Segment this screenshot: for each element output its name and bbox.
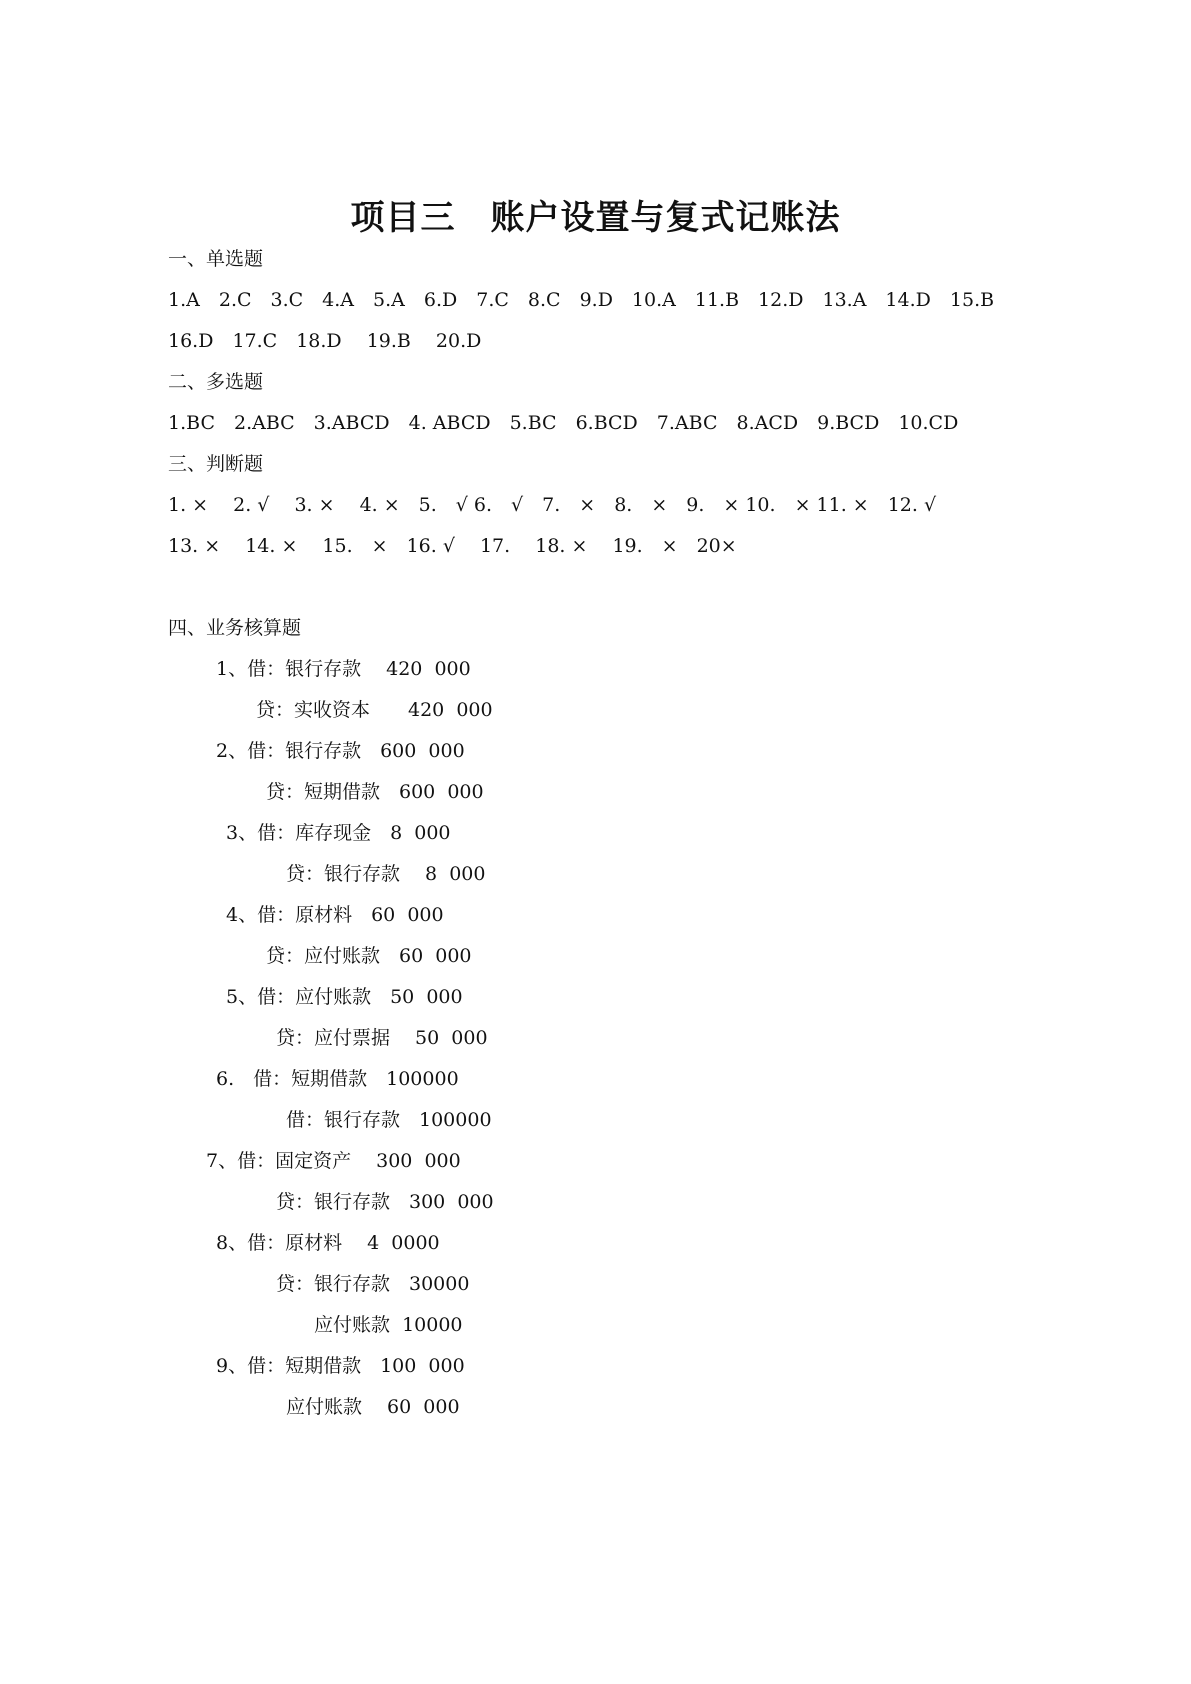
journal-entry-line: 2、借：银行存款 600 000 — [216, 740, 465, 762]
journal-entry-line: 8、借：原材料 4 0000 — [216, 1232, 440, 1254]
single-choice-answers-line-2: 16.D 17.C 18.D 19.B 20.D — [168, 330, 482, 352]
multi-choice-heading: 二、多选题 — [168, 371, 264, 393]
journal-entry-line: 贷：银行存款 8 000 — [286, 863, 486, 885]
journal-entry-line: 借：银行存款 100000 — [286, 1109, 492, 1131]
journal-entry-line: 4、借：原材料 60 000 — [226, 904, 444, 926]
journal-entry-line: 贷：银行存款 300 000 — [276, 1191, 494, 1213]
single-choice-answers-line-1: 1.A 2.C 3.C 4.A 5.A 6.D 7.C 8.C 9.D 10.A 11.B 12.D 13.A 14.D 15.B — [168, 289, 995, 311]
journal-entry-line: 6. 借：短期借款 100000 — [216, 1068, 459, 1090]
journal-entry-line: 应付账款 10000 — [314, 1314, 463, 1336]
journal-entry-line: 应付账款 60 000 — [286, 1396, 460, 1418]
page-title: 项目三 账户设置与复式记账法 — [350, 198, 841, 238]
true-false-answers-line-2: 13. × 14. × 15. × 16. √ 17. 18. × 19. × 20× — [168, 535, 737, 557]
journal-entry-line: 贷：短期借款 600 000 — [266, 781, 484, 803]
true-false-answers-line-1: 1. × 2. √ 3. × 4. × 5. √ 6. √ 7. × 8. × 9. × 10. × 11. × 12. √ — [168, 494, 937, 516]
journal-entry-line: 贷：实收资本 420 000 — [256, 699, 493, 721]
true-false-heading: 三、判断题 — [168, 453, 264, 475]
single-choice-heading: 一、单选题 — [168, 248, 264, 270]
journal-entry-line: 7、借：固定资产 300 000 — [206, 1150, 461, 1172]
multi-choice-answers-line-1: 1.BC 2.ABC 3.ABCD 4. ABCD 5.BC 6.BCD 7.ABC 8.ACD 9.BCD 10.CD — [168, 412, 959, 434]
journal-entry-line: 贷：应付账款 60 000 — [266, 945, 472, 967]
journal-entry-line: 贷：银行存款 30000 — [276, 1273, 470, 1295]
journal-entry-line: 贷：应付票据 50 000 — [276, 1027, 488, 1049]
journal-entry-line: 9、借：短期借款 100 000 — [216, 1355, 465, 1377]
journal-entry-line: 5、借：应付账款 50 000 — [226, 986, 463, 1008]
business-heading: 四、业务核算题 — [168, 617, 302, 639]
journal-entry-line: 3、借：库存现金 8 000 — [226, 822, 451, 844]
journal-entry-line: 1、借：银行存款 420 000 — [216, 658, 471, 680]
